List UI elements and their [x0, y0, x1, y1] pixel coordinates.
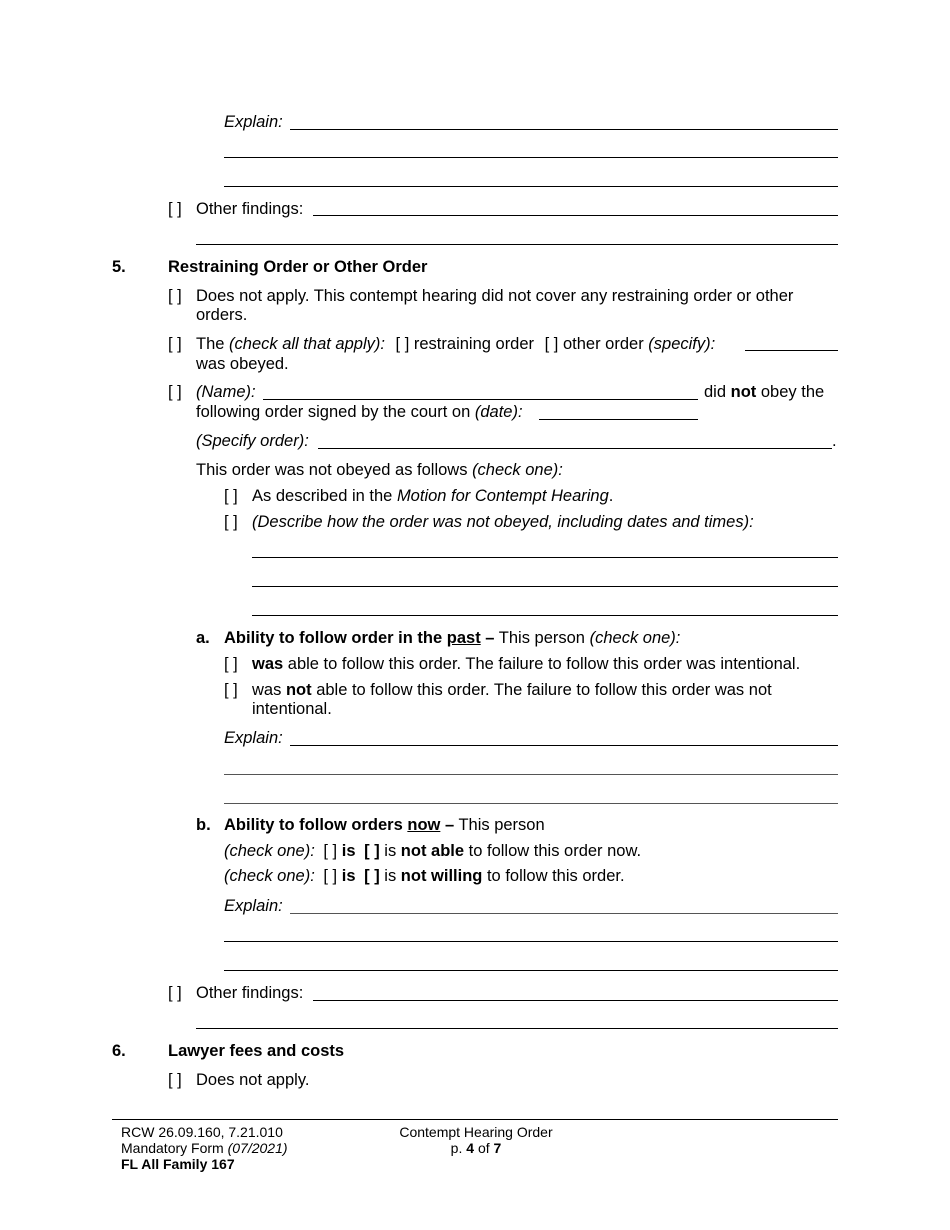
following-signed-words: following order signed by the court on [196, 403, 471, 421]
section-6-number: 6. [112, 1042, 126, 1060]
intentional-text: intentional. [252, 700, 332, 718]
is-plain-2: is [384, 867, 397, 885]
was-bold: was [252, 655, 284, 673]
date-label: (date): [474, 403, 523, 421]
motion-option-text [252, 487, 613, 506]
not-obey-checkbox[interactable]: [ ] [168, 383, 182, 401]
able-rest: to follow this order now. [468, 842, 642, 860]
describe-line-3[interactable] [252, 615, 838, 616]
explain-label: Explain: [224, 113, 283, 131]
was-not-able-checkbox[interactable]: [ ] [224, 681, 238, 699]
does-not-apply-text-1: Does not apply. This contempt hearing did not cover any restraining order or other [196, 287, 794, 305]
was-able-checkbox[interactable]: [ ] [224, 655, 238, 673]
other-findings-line-1[interactable] [313, 215, 838, 216]
check-one-hint: (check one): [472, 461, 563, 479]
page-p: p. [450, 1140, 463, 1156]
other-findings-line-2[interactable] [196, 244, 838, 245]
obey-the-words: obey the [760, 383, 825, 401]
b-explain-line-1[interactable] [290, 913, 838, 914]
motion-checkbox[interactable]: [ ] [224, 487, 238, 505]
was-obeyed-text: was obeyed. [196, 355, 289, 373]
name-label: (Name): [196, 383, 256, 401]
s5-other-findings-line-1[interactable] [313, 1000, 838, 1001]
footer-page-number [376, 1140, 576, 1156]
b-explain-line-3[interactable] [224, 970, 838, 971]
was-not-able-text [252, 681, 772, 700]
specify-hint: (specify): [648, 335, 716, 353]
a-title-pre: Ability to follow order in the [224, 629, 443, 647]
does-not-apply-checkbox[interactable]: [ ] [168, 287, 182, 305]
not-obeyed-as-follows [196, 461, 563, 480]
explain-line-1[interactable] [290, 129, 838, 130]
b-title-pre: Ability to follow orders [224, 816, 403, 834]
signed-on-text [196, 403, 523, 422]
is-willing-checkbox[interactable]: [ ] [323, 867, 338, 885]
not-willing-row [224, 867, 625, 886]
a-explain-line-1[interactable] [290, 745, 838, 746]
footer-mandatory [121, 1140, 288, 1156]
describe-checkbox[interactable]: [ ] [224, 513, 238, 531]
is-not-able-checkbox[interactable]: [ ] [364, 842, 380, 860]
is-not-willing-checkbox[interactable]: [ ] [364, 867, 380, 885]
other-order-specify-line[interactable] [745, 350, 838, 351]
was-able-rest: able to follow this order. The failure to follow this order was intentional. [287, 655, 801, 673]
is-bold-2: is [341, 867, 356, 885]
other-findings-label: Other findings: [196, 200, 304, 218]
motion-period: . [608, 487, 614, 505]
s5-other-findings-label: Other findings: [196, 984, 304, 1002]
a-explain-line-2[interactable] [224, 774, 838, 775]
specify-order-line[interactable] [318, 448, 832, 449]
s5-other-findings-checkbox[interactable]: [ ] [168, 984, 182, 1002]
not-willing-bold: not willing [400, 867, 483, 885]
check-all-hint: (check all that apply): [229, 335, 385, 353]
a-explain-line-3[interactable] [224, 803, 838, 804]
restraining-order-checkbox[interactable]: [ ] [395, 335, 410, 353]
s5-other-findings-line-2[interactable] [196, 1028, 838, 1029]
as-described-words: As described in the [252, 487, 393, 505]
a-explain-label: Explain: [224, 729, 283, 747]
b-check-one-1: (check one): [224, 842, 315, 860]
subsection-b-title [224, 816, 545, 835]
was-word: was [252, 681, 282, 699]
date-line[interactable] [539, 419, 698, 420]
section-6-title: Lawyer fees and costs [168, 1042, 345, 1060]
did-word: did [704, 383, 727, 401]
other-order-checkbox[interactable]: [ ] [544, 335, 559, 353]
b-title-now: now [407, 816, 441, 834]
specify-order-period: . [832, 432, 837, 450]
not-able-row [224, 842, 641, 861]
other-order-label: other order [562, 335, 644, 353]
describe-line-2[interactable] [252, 586, 838, 587]
describe-line-1[interactable] [252, 557, 838, 558]
subsection-a-title [224, 629, 680, 648]
is-able-checkbox[interactable]: [ ] [323, 842, 338, 860]
not-obeyed-text: This order was not obeyed as follows [196, 461, 468, 479]
a-check-one: (check one): [589, 629, 681, 647]
s6-does-not-apply-text: Does not apply. [196, 1071, 310, 1089]
name-line[interactable] [263, 399, 698, 400]
not-able-bold: not able [400, 842, 465, 860]
subsection-a-letter: a. [196, 629, 210, 647]
motion-title: Motion for Contempt Hearing [396, 487, 609, 505]
subsection-b-letter: b. [196, 816, 211, 834]
did-not-obey-text [704, 383, 824, 402]
page-of: of [477, 1140, 490, 1156]
footer-rule [112, 1119, 838, 1120]
was-able-text [252, 655, 800, 674]
s6-does-not-apply-checkbox[interactable]: [ ] [168, 1071, 182, 1089]
b-title-dash: – [444, 816, 455, 834]
b-this-person: This person [458, 816, 545, 834]
does-not-apply-text-2: orders. [196, 306, 248, 324]
explain-line-2[interactable] [224, 157, 838, 158]
is-bold-1: is [341, 842, 356, 860]
b-explain-line-2[interactable] [224, 941, 838, 942]
the-word: The [196, 335, 225, 353]
willing-rest: to follow this order. [486, 867, 625, 885]
b-explain-label: Explain: [224, 897, 283, 915]
order-obeyed-line [196, 335, 715, 354]
other-findings-checkbox[interactable]: [ ] [168, 200, 182, 218]
order-obeyed-checkbox[interactable]: [ ] [168, 335, 182, 353]
mandatory-label: Mandatory Form [121, 1140, 224, 1156]
restraining-order-label: restraining order [413, 335, 535, 353]
explain-line-3[interactable] [224, 186, 838, 187]
describe-hint: (Describe how the order was not obeyed, including dates and times): [252, 513, 754, 531]
footer-form-id: FL All Family 167 [121, 1156, 235, 1172]
a-this-person: This person [498, 629, 585, 647]
a-title-past: past [446, 629, 481, 647]
was-not-able-rest: able to follow this order. The failure to follow this order was not [316, 681, 772, 699]
not-bold: not [285, 681, 312, 699]
page-total: 7 [493, 1140, 502, 1156]
a-title-dash: – [485, 629, 495, 647]
footer-doc-title: Contempt Hearing Order [399, 1124, 553, 1140]
section-5-title: Restraining Order or Other Order [168, 258, 428, 276]
mandatory-date: (07/2021) [227, 1140, 288, 1156]
not-word: not [730, 383, 757, 401]
page-current: 4 [466, 1140, 475, 1156]
specify-order-label: (Specify order): [196, 432, 309, 450]
footer-rcw: RCW 26.09.160, 7.21.010 [121, 1124, 283, 1140]
b-check-one-2: (check one): [224, 867, 315, 885]
is-plain-1: is [384, 842, 397, 860]
section-5-number: 5. [112, 258, 126, 276]
